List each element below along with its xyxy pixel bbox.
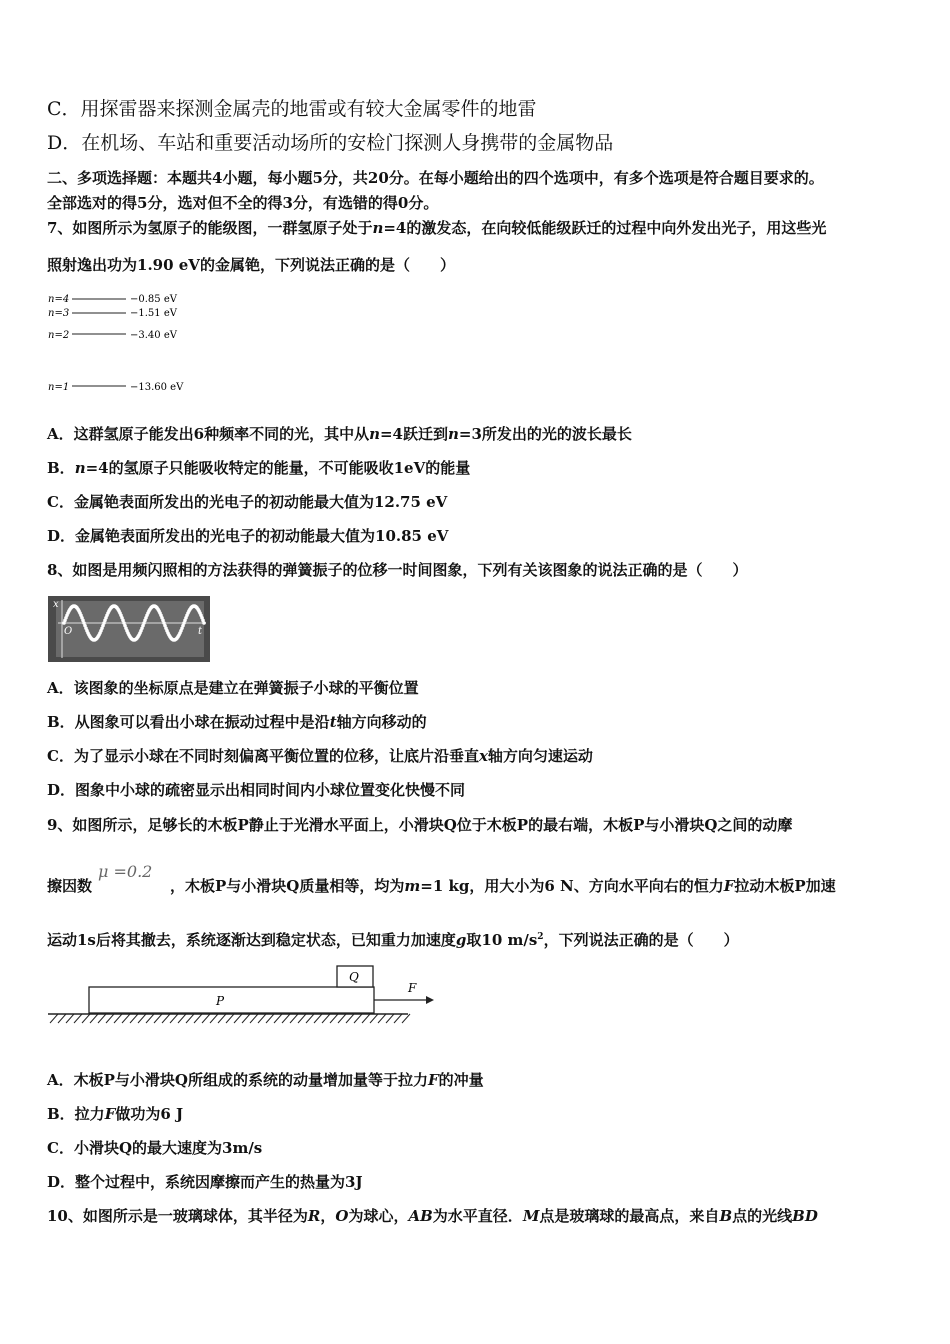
board-p — [89, 987, 374, 1013]
hatch-line — [106, 1014, 114, 1023]
hatch-line — [114, 1014, 122, 1023]
section-header-line1: 二、多项选择题：本题共4小题，每小题5分，共20分。在每小题给出的四个选项中，有多个选项是符合题目要求的。 — [47, 169, 824, 187]
origin-label: O — [64, 626, 73, 637]
hatch-line — [162, 1014, 170, 1023]
q7-stem-line2: 照射逸出功为1.90 eV的金属铯，下列说法正确的是（ ） — [47, 256, 455, 274]
hatch-line — [178, 1014, 186, 1023]
q9-option-a: A．木板P与小滑块Q所组成的系统的动量增加量等于拉力F的冲量 — [47, 1071, 484, 1089]
level-2 — [48, 330, 178, 341]
q8-option-a: A．该图象的坐标原点是建立在弹簧振子小球的平衡位置 — [47, 679, 419, 697]
q7-option-a: A．这群氢原子能发出6种频率不同的光，其中从n=4跃迁到n=3所发出的光的波长最长 — [47, 425, 632, 443]
hatch-line — [66, 1014, 74, 1023]
axis-x-label: x — [53, 599, 59, 610]
hatch-line — [218, 1014, 226, 1023]
hatch-line — [154, 1014, 162, 1023]
hatch-line — [202, 1014, 210, 1023]
level-3-n: n=3 — [48, 308, 70, 319]
level-3 — [48, 308, 178, 319]
block-q-label: Q — [349, 970, 359, 984]
q9-option-b: B．拉力F做功为6 J — [47, 1105, 184, 1123]
prev-option-d: D．在机场、车站和重要活动场所的安检门探测人身携带的金属物品 — [47, 132, 614, 154]
level-1-energy: −13.60 eV — [130, 382, 184, 393]
level-1-n: n=1 — [48, 382, 70, 393]
hatch-line — [386, 1014, 394, 1023]
level-4-energy: −0.85 eV — [130, 294, 177, 305]
q9-option-c: C．小滑块Q的最大速度为3m/s — [47, 1139, 263, 1157]
level-3-energy: −1.51 eV — [130, 308, 177, 319]
q8-option-c: C．为了显示小球在不同时刻偏离平衡位置的位移，让底片沿垂直x轴方向匀速运动 — [47, 747, 593, 765]
level-4-n: n=4 — [48, 294, 70, 305]
section-header-line2: 全部选对的得5分，选对但不全的得3分，有选错的得0分。 — [47, 194, 439, 212]
hatch-line — [122, 1014, 130, 1023]
board-p-label: P — [216, 994, 225, 1008]
hatch-line — [290, 1014, 298, 1023]
q8-option-b: B．从图象可以看出小球在振动过程中是沿t轴方向移动的 — [47, 713, 427, 731]
hatch-line — [242, 1014, 250, 1023]
hatch-line — [146, 1014, 154, 1023]
hatch-line — [266, 1014, 274, 1023]
q9-stem-line1: 9、如图所示，足够长的木板P静止于光滑水平面上，小滑块Q位于木板P的最右端，木板P与小滑块Q之间的动摩 — [47, 816, 793, 834]
hatch-line — [362, 1014, 370, 1023]
q8-stem: 8、如图是用频闪照相的方法获得的弹簧振子的位移一时间图象，下列有关该图象的说法正确的是（ ） — [47, 561, 748, 579]
q7-option-b: B．n=4的氢原子只能吸收特定的能量，不可能吸收1eV的能量 — [47, 459, 471, 477]
hatch-line — [306, 1014, 314, 1023]
hatch-line — [314, 1014, 322, 1023]
q10-stem: 10、如图所示是一玻璃球体，其半径为R，O为球心，AB为水平直径．M点是玻璃球的最高点，来自B点的光线BD — [47, 1207, 818, 1225]
level-2-n: n=2 — [48, 330, 70, 341]
q9-stem-line2: 擦因数 ，木板P与小滑块Q质量相等，均为m=1 kg，用大小为6 N、方向水平向右的恒力F拉动木板P加速 — [47, 877, 836, 895]
strobe-dot — [202, 621, 206, 625]
force-label: F — [408, 981, 417, 995]
hatch-line — [370, 1014, 378, 1023]
hatch-line — [338, 1014, 346, 1023]
hatch-line — [250, 1014, 258, 1023]
q7-stem-line1: 7、如图所示为氢原子的能级图，一群氢原子处于n=4的激发态，在向较低能级跃迁的过程中向外发出光子，用这些光 — [47, 219, 827, 237]
q7-option-d: D．金属铯表面所发出的光电子的初动能最大值为10.85 eV — [47, 527, 449, 545]
hatch-line — [138, 1014, 146, 1023]
level-1 — [48, 382, 184, 393]
level-2-energy: −3.40 eV — [130, 330, 177, 341]
ground-hatch — [50, 1014, 410, 1023]
hatch-line — [378, 1014, 386, 1023]
q9-option-d: D．整个过程中，系统因摩擦而产生的热量为3J — [47, 1173, 363, 1191]
level-4 — [48, 294, 178, 305]
hatch-line — [330, 1014, 338, 1023]
hatch-line — [58, 1014, 66, 1023]
energy-level-diagram — [44, 288, 204, 398]
hatch-line — [170, 1014, 178, 1023]
hatch-line — [50, 1014, 58, 1023]
hatch-line — [98, 1014, 106, 1023]
hatch-line — [346, 1014, 354, 1023]
hatch-line — [282, 1014, 290, 1023]
hatch-line — [82, 1014, 90, 1023]
q8-option-d: D．图象中小球的疏密显示出相同时间内小球位置变化快慢不同 — [47, 781, 466, 799]
axis-t-label: t — [198, 626, 203, 637]
hatch-line — [74, 1014, 82, 1023]
hatch-line — [90, 1014, 98, 1023]
hatch-line — [194, 1014, 202, 1023]
force-arrow-head — [426, 996, 434, 1004]
q9-stem-line3: 运动1s后将其撤去，系统逐渐达到稳定状态，已知重力加速度g取10 $m/s^2$，下列说法正确的是（ ） — [47, 931, 739, 949]
q7-option-c: C．金属铯表面所发出的光电子的初动能最大值为12.75 eV — [47, 493, 448, 511]
prev-option-c: C．用探雷器来探测金属壳的地雷或有较大金属零件的地雷 — [47, 98, 537, 120]
hatch-line — [258, 1014, 266, 1023]
hatch-line — [186, 1014, 194, 1023]
hatch-line — [130, 1014, 138, 1023]
hatch-line — [394, 1014, 402, 1023]
oscillation-photo — [48, 596, 210, 662]
hatch-line — [210, 1014, 218, 1023]
hatch-line — [226, 1014, 234, 1023]
hatch-line — [274, 1014, 282, 1023]
hatch-line — [402, 1014, 410, 1023]
hatch-line — [354, 1014, 362, 1023]
hatch-line — [234, 1014, 242, 1023]
board-block-diagram — [44, 962, 444, 1028]
mu-formula: μ =0.2 — [98, 862, 153, 881]
hatch-line — [298, 1014, 306, 1023]
hatch-line — [322, 1014, 330, 1023]
